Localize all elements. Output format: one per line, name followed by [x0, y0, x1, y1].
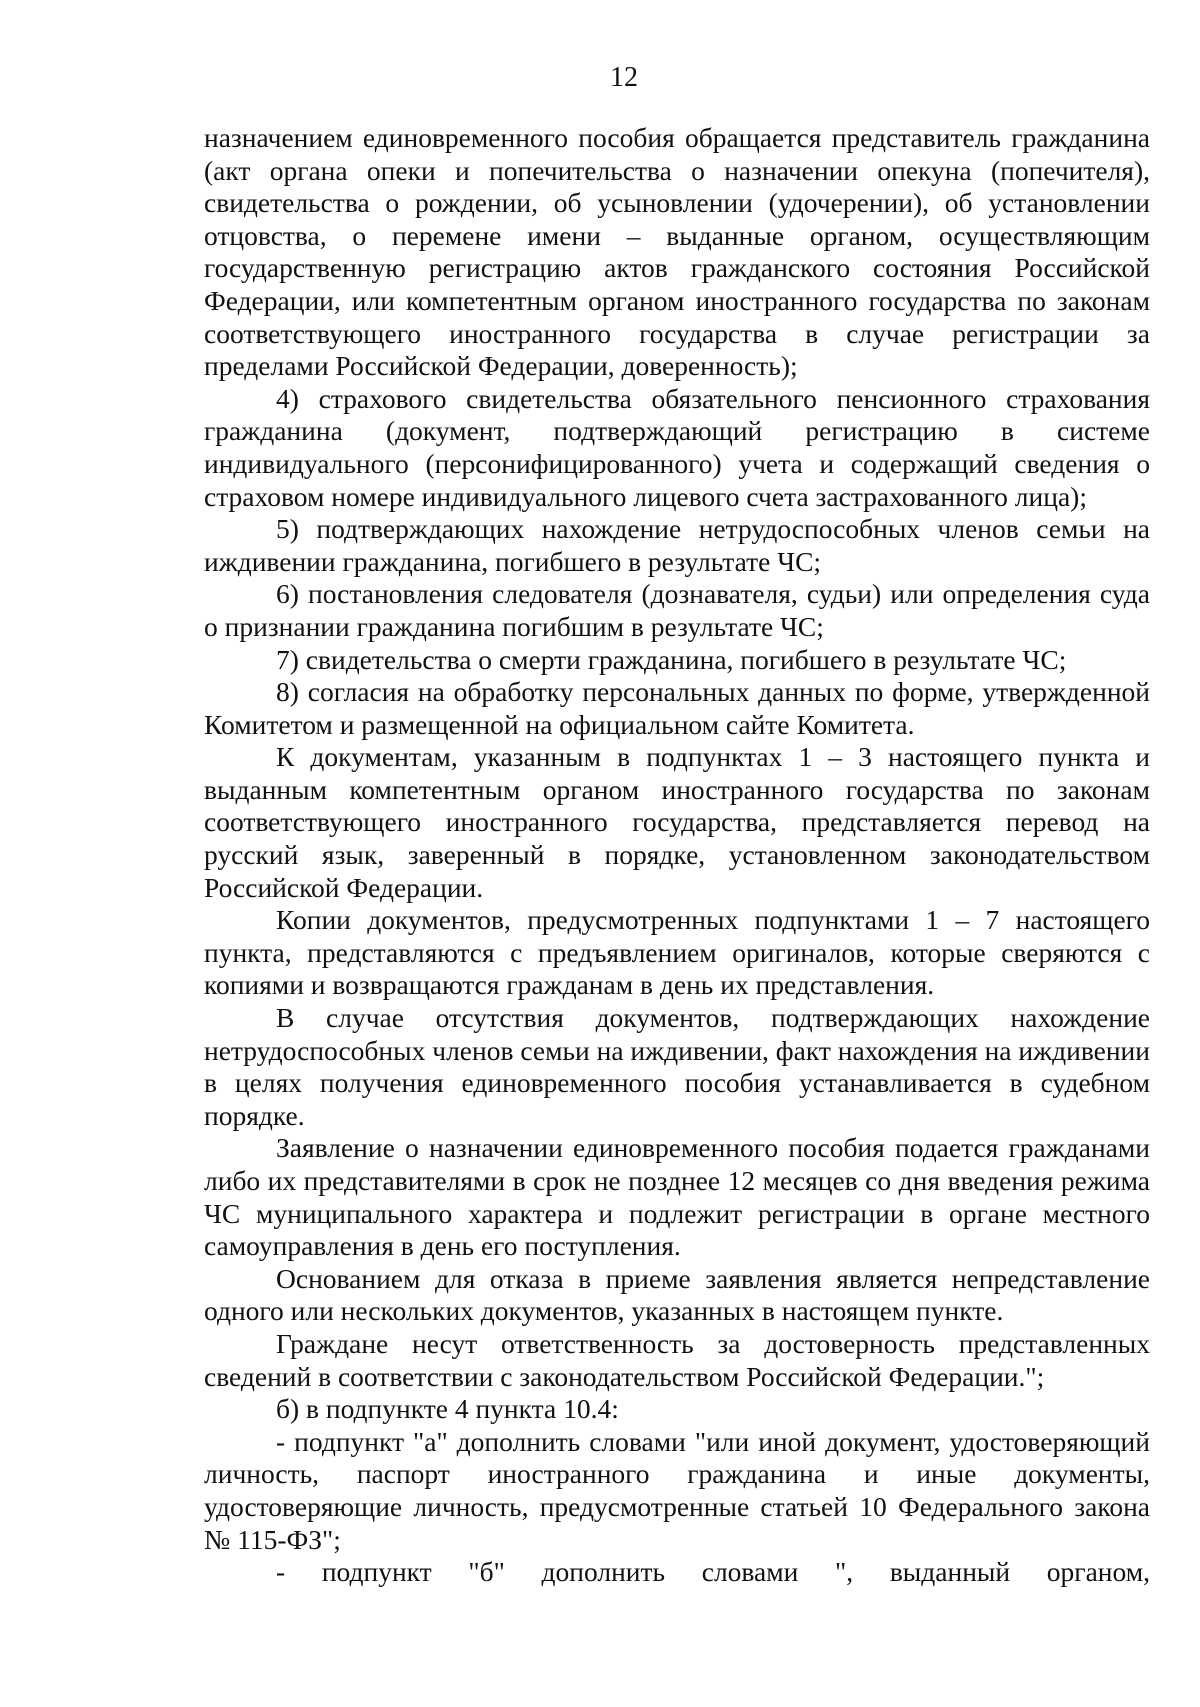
paragraph-item-5: 5) подтверждающих нахождение нетрудоспособных членов семьи на иждивении гражданина, погибшего в результате ЧС; — [204, 513, 1150, 577]
paragraph-application-deadline: Заявление о назначении единовременного пособия подается гражданами либо их представителями в срок не позднее 12 месяцев со дня введения режима ЧС муниципального характера и подлежит регистрации в органе местного самоуправления в день его поступления. — [204, 1132, 1150, 1262]
paragraph-continuation: назначением единовременного пособия обращается представитель гражданина (акт органа опеки и попечительства о назначении опекуна (попечителя), свидетельства о рождении, об усыновлении (удочерении), об установлении отцовства, о перемене имени – выданные органом, осуществляющим государственную регистрацию актов гражданского состояния Российской Федерации, или компетентным органом иностранного государства по законам соответствующего иностранного государства в случае регистрации за пределами Российской Федерации, доверенность); — [204, 122, 1150, 382]
paragraph-item-8: 8) согласия на обработку персональных данных по форме, утвержденной Комитетом и размещенной на официальном сайте Комитета. — [204, 676, 1150, 740]
paragraph-item-4: 4) страхового свидетельства обязательного пенсионного страхования гражданина (документ, подтверждающий регистрацию в системе индивидуального (персонифицированного) учета и содержащий сведения о страховом номере индивидуального лицевого счета застрахованного лица); — [204, 382, 1150, 512]
paragraph-item-6: 6) постановления следователя (дознавателя, судьи) или определения суда о признании гражданина погибшим в результате ЧС; — [204, 578, 1150, 642]
paragraph-translation: К документам, указанным в подпунктах 1 – 3 настоящего пункта и выданным компетентным органом иностранного государства по законам соответствующего иностранного государства, представляется перевод на русский язык, заверенный в порядке, установленном законодательством Российской Федерации. — [204, 741, 1150, 903]
paragraph-subitem-b: б) в подпункте 4 пункта 10.4: — [276, 1393, 619, 1425]
paragraph-item-7: 7) свидетельства о смерти гражданина, погибшего в результате ЧС; — [276, 643, 1067, 675]
paragraph-copies: Копии документов, предусмотренных подпунктами 1 – 7 настоящего пункта, представляются с предъявлением оригиналов, которые сверяются с копиями и возвращаются гражданам в день их представления. — [204, 904, 1150, 1001]
paragraph-refusal-grounds: Основанием для отказа в приеме заявления является непредставление одного или нескольких документов, указанных в настоящем пункте. — [204, 1262, 1150, 1327]
document-body — [204, 122, 1150, 1589]
paragraph-court-procedure: В случае отсутствия документов, подтверждающих нахождение нетрудоспособных членов семьи на иждивении, факт нахождения на иждивении в целях получения единовременного пособия устанавливается в судебном порядке. — [204, 1002, 1150, 1131]
page-number: 12 — [610, 62, 638, 93]
paragraph-subpoint-b: - подпункт "б" дополнить словами ", выданный органом, — [276, 1556, 1150, 1588]
paragraph-responsibility: Граждане несут ответственность за достоверность представленных сведений в соответствии с законодательством Российской Федерации."; — [204, 1327, 1150, 1392]
paragraph-subpoint-a: - подпункт "а" дополнить словами "или иной документ, удостоверяющий личность, паспорт иностранного гражданина и иные документы, удостоверяющие личность, предусмотренные статьей 10 Федерального закона № 115-ФЗ"; — [204, 1425, 1150, 1555]
